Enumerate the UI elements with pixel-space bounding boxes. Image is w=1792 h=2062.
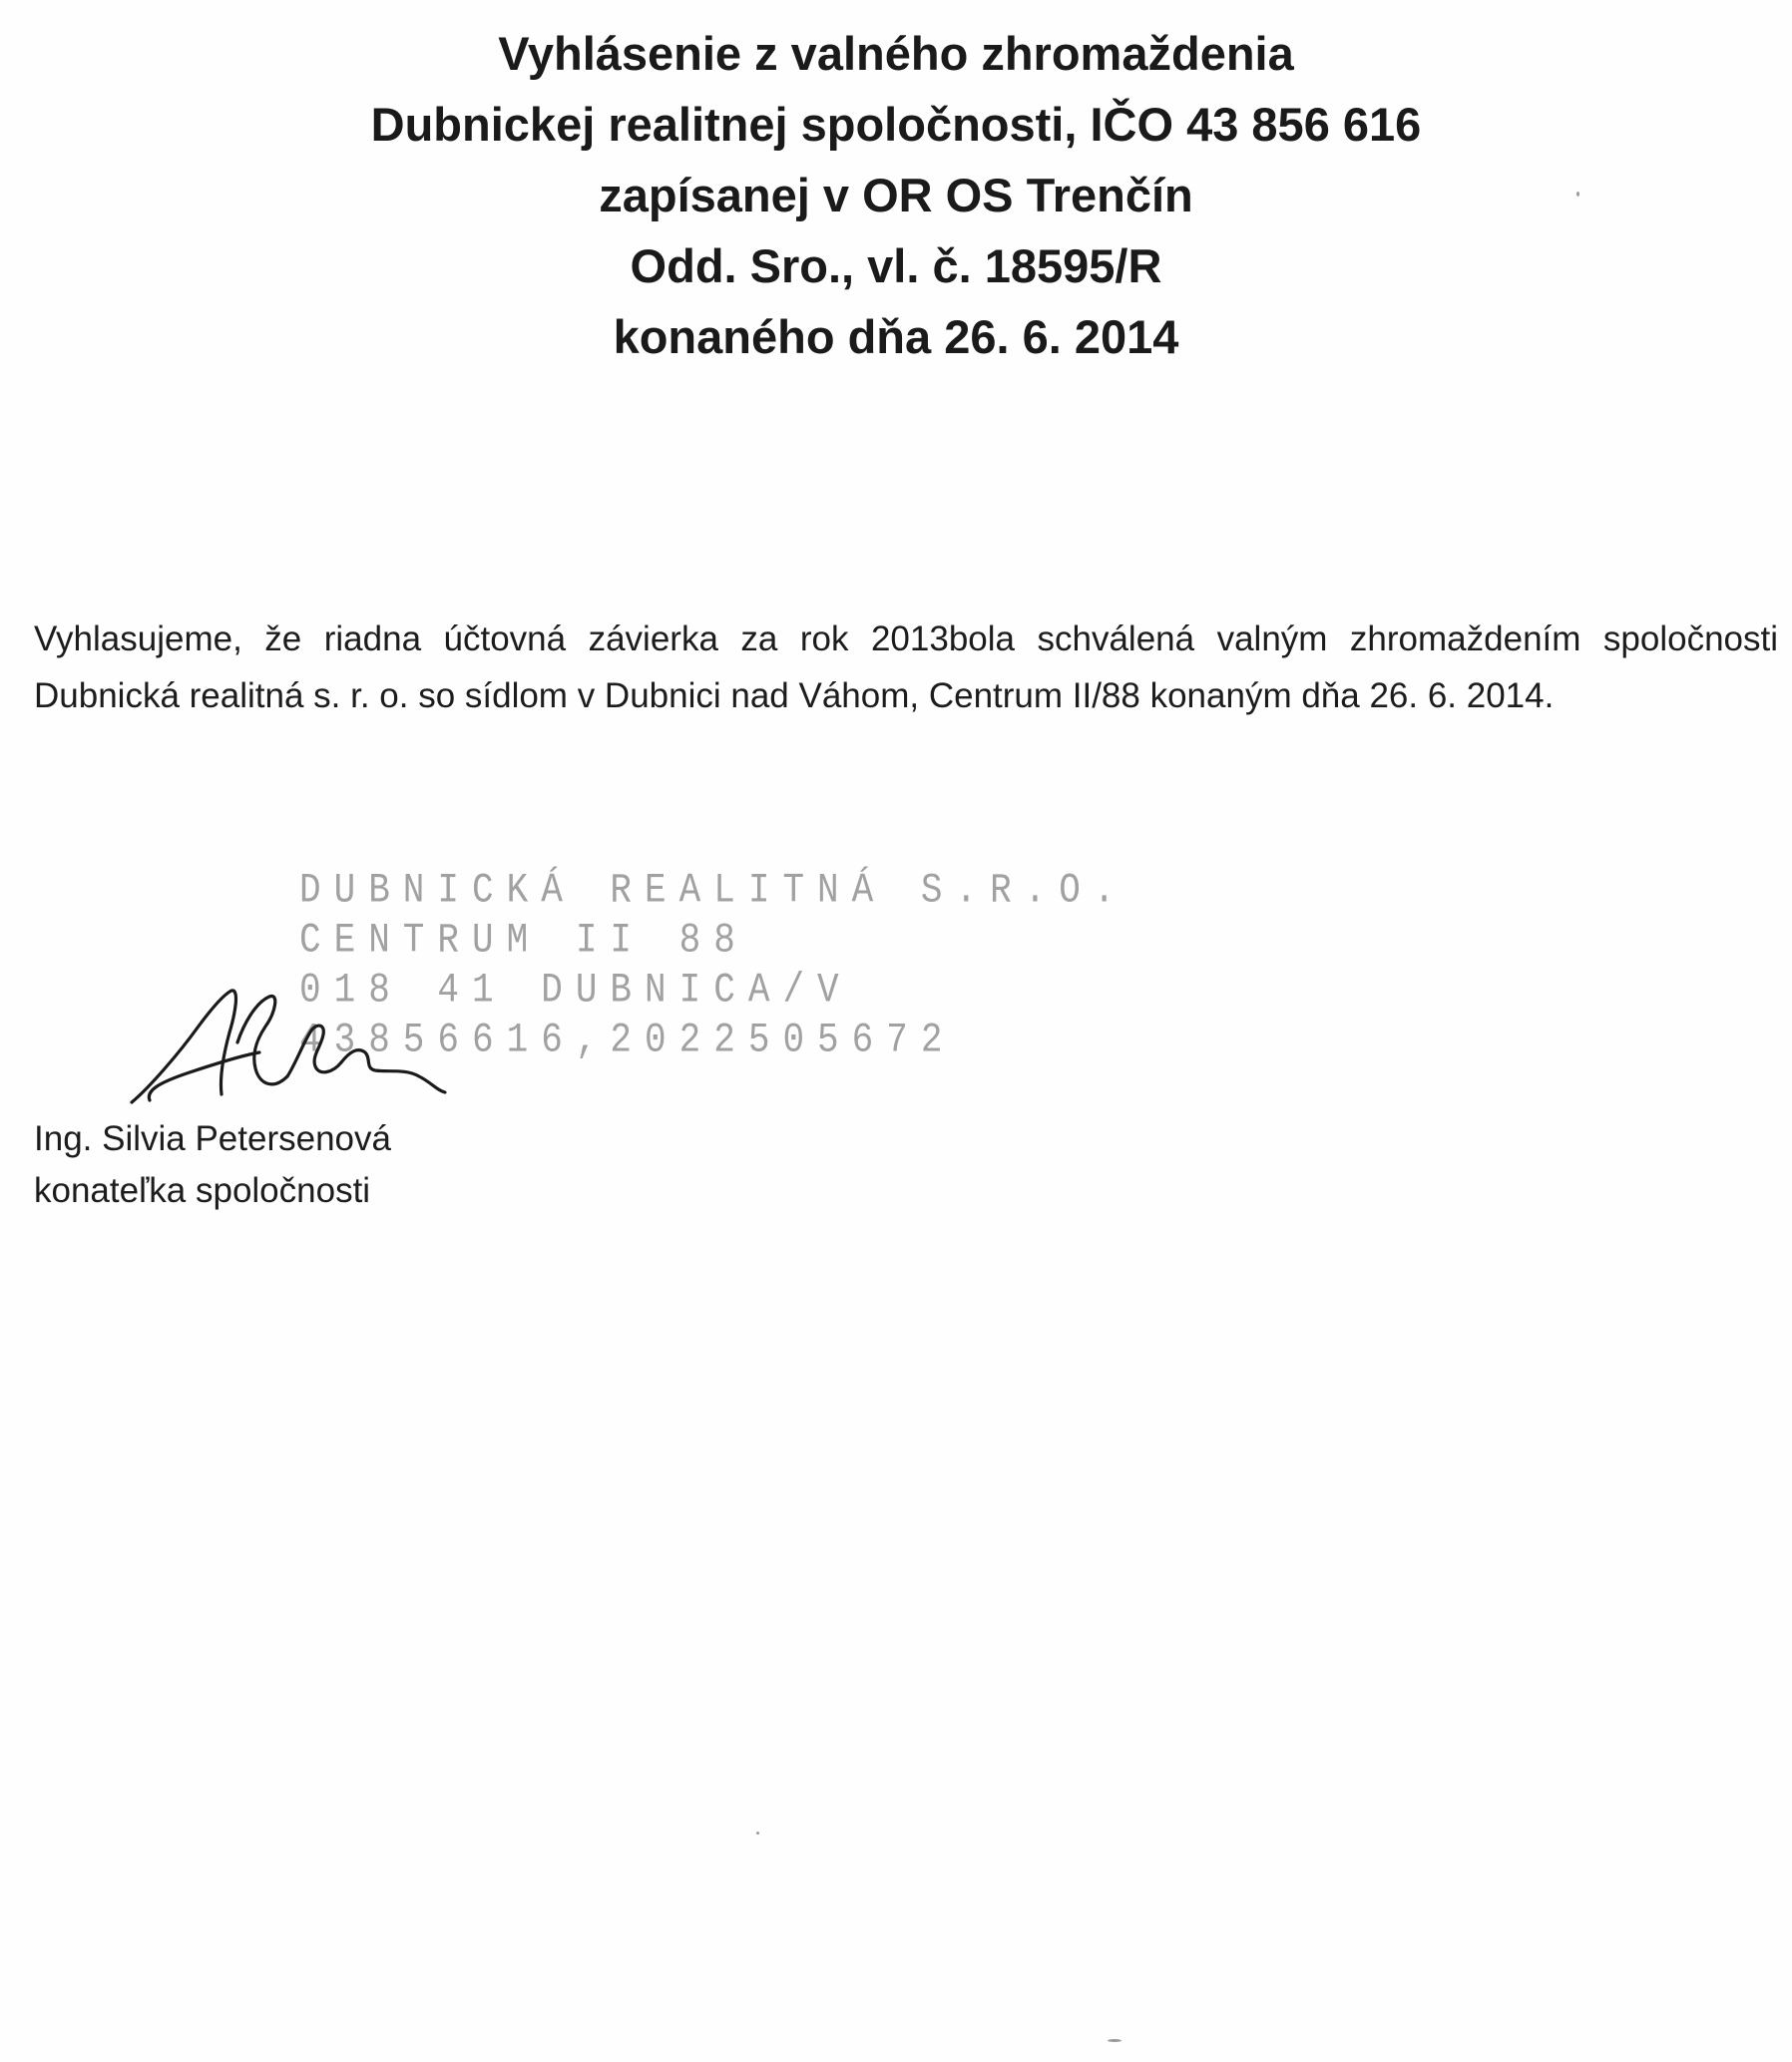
declaration-paragraph: Vyhlasujeme, že riadna účtovná závierka za rok 2013bola schválená valným zhromaždením spoločnosti Dubnická realitná s. r. o. so sídlom v Dubnici nad Váhom, Centrum II/88 konaným dňa 26. 6. 2014. (34, 619, 1778, 715)
stamp-line-company: DUBNICKÁ REALITNÁ S.R.O. (299, 866, 1128, 914)
signer-name: Ing. Silvia Petersenová (34, 1119, 391, 1158)
heading-line-3: zapísanej v OR OS Trenčín (599, 169, 1193, 221)
stamp-line-city: 018 41 DUBNICA/V (299, 966, 852, 1014)
signer-role: konateľka spoločnosti (34, 1171, 371, 1210)
scan-speck (1108, 2039, 1121, 2042)
heading-line-1: Vyhlásenie z valného zhromaždenia (498, 27, 1294, 80)
signer-block (34, 1113, 391, 1217)
scan-speck (1576, 192, 1579, 197)
heading-line-2: Dubnickej realitnej spoločnosti, IČO 43 856 616 (370, 98, 1422, 151)
scan-speck (756, 1832, 759, 1835)
document-heading (0, 18, 1792, 372)
heading-line-5: konaného dňa 26. 6. 2014 (613, 310, 1179, 363)
stamp-line-ids: 43856616,2022505672 (299, 1016, 956, 1063)
stamp-line-street: CENTRUM II 88 (299, 916, 748, 964)
handwritten-signature (120, 973, 459, 1122)
heading-line-4: Odd. Sro., vl. č. 18595/R (630, 239, 1162, 292)
